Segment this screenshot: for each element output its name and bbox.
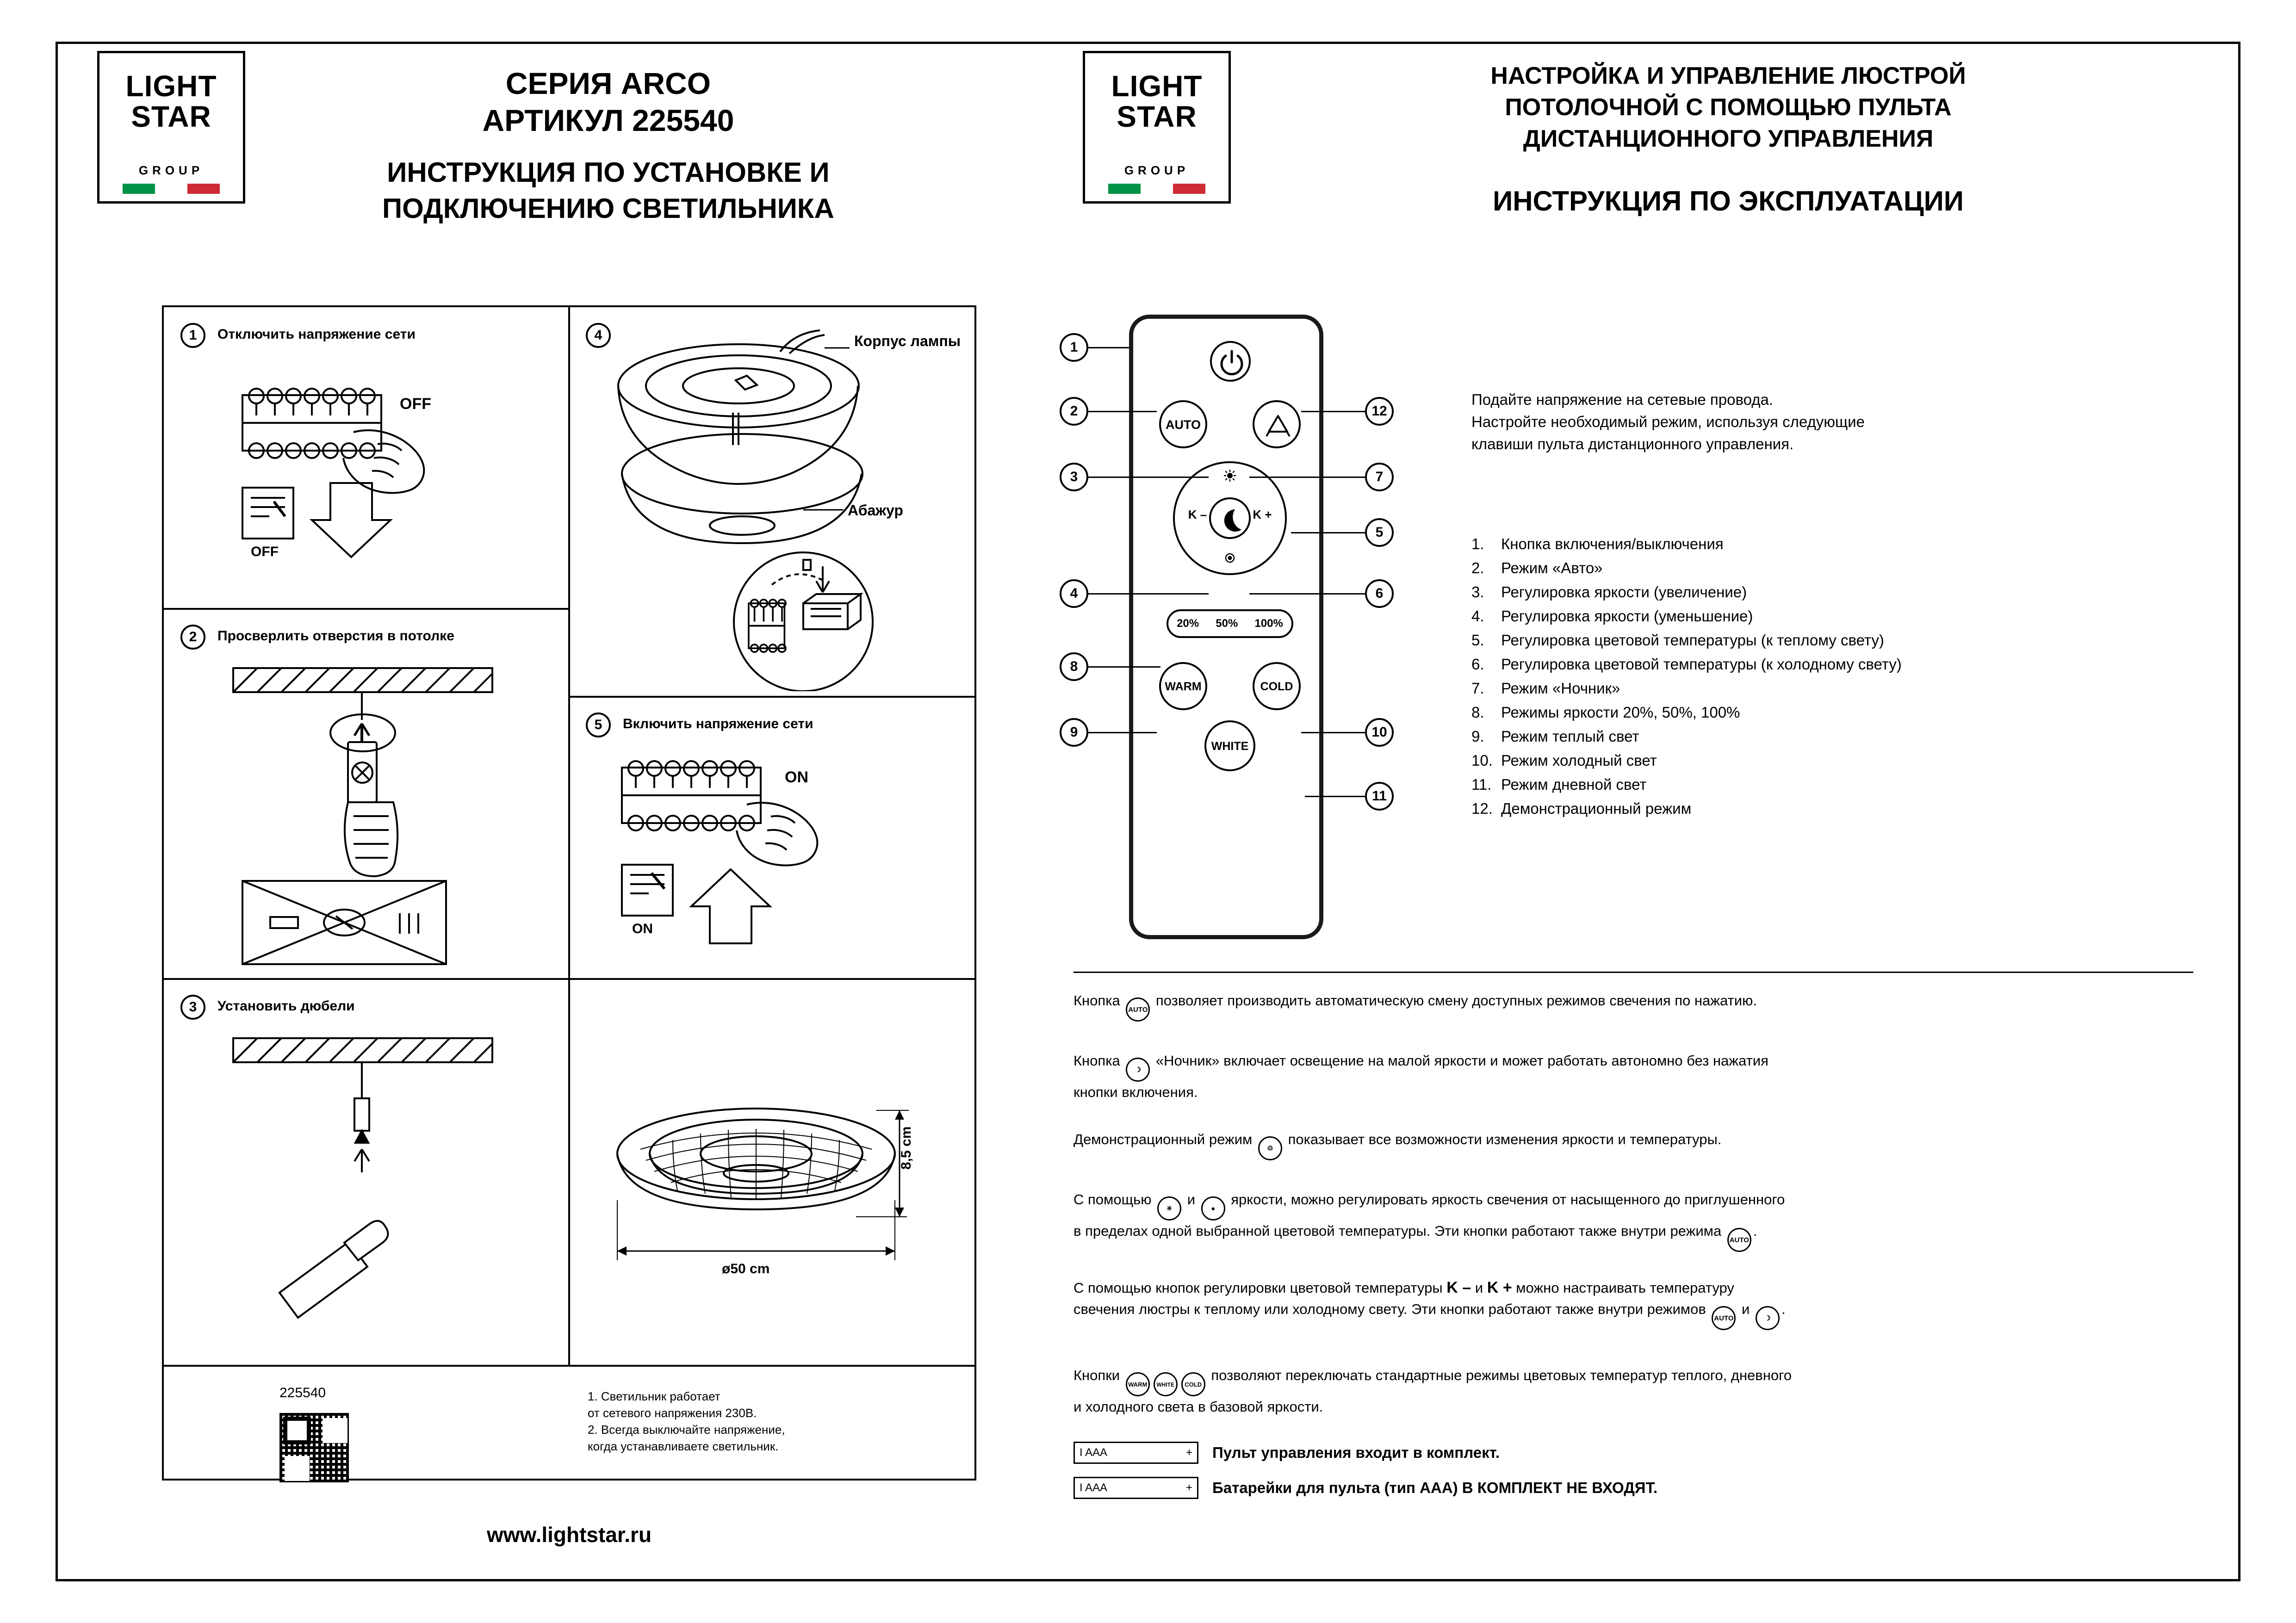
install-title-line-1: ИНСТРУКЦИЯ ПО УСТАНОВКЕ И [387, 157, 830, 188]
intro-line-2: Настройте необходимый режим, используя следующие [1471, 413, 1865, 430]
fn-num: 6. [1471, 656, 1484, 673]
on-label: ON [785, 768, 808, 786]
para-presets-a: Кнопки [1074, 1367, 1124, 1383]
callout-12: 12 [1365, 397, 1394, 426]
brightness-up-icon [1224, 470, 1236, 482]
installation-steps-grid [162, 305, 976, 1481]
inline-auto-button: AUTO [1126, 997, 1150, 1022]
step-3-illustration [215, 1034, 539, 1339]
fn-text: Регулировка яркости (увеличение) [1501, 583, 1747, 601]
fn-num: 4. [1471, 607, 1484, 625]
battery-minus-label-2: I AAA [1080, 1481, 1108, 1494]
step-2-number: 2 [180, 625, 205, 650]
remote-demo-button[interactable] [1253, 400, 1301, 448]
para-temp-line2-b: . [1781, 1301, 1786, 1317]
fn-text: Режим «Авто» [1501, 559, 1603, 576]
logo-line-1: LIGHT [125, 69, 217, 103]
battery-note-2: Батарейки для пульта (тип ААА) В КОМПЛЕКТ НЕ ВХОДЯТ. [1212, 1479, 1658, 1496]
para-bright-line2-a: в пределах одной выбранной цветовой температуры. Эти кнопки работают также внутри режима [1074, 1223, 1725, 1239]
inline-moon-icon: ☽ [1126, 1058, 1150, 1082]
fn-text: Режим холодный свет [1501, 752, 1657, 769]
install-title-line-2: ПОДКЛЮЧЕНИЮ СВЕТИЛЬНИКА [382, 193, 834, 224]
step-1-number: 1 [180, 323, 205, 348]
step-2-illustration [215, 663, 539, 969]
inline-auto-button-2: AUTO [1727, 1228, 1751, 1252]
remote-k-plus-button[interactable]: K + [1253, 508, 1272, 521]
article-title: АРТИКУЛ 225540 [482, 103, 734, 137]
logo-lightstar-right [1083, 51, 1231, 204]
para-night-a: Кнопка [1074, 1053, 1124, 1069]
remote-control-body [1129, 315, 1323, 939]
callout-5: 5 [1365, 518, 1394, 547]
paragraph-brightness [1074, 1189, 2193, 1252]
fn-text: Регулировка яркости (уменьшение) [1501, 607, 1753, 625]
right-subtitle: ИНСТРУКЦИЯ ПО ЭКСПЛУАТАЦИИ [1493, 186, 1964, 217]
step-3-number: 3 [180, 995, 205, 1020]
grid-column-divider [568, 307, 570, 1365]
fn-text: Режим теплый свет [1501, 728, 1639, 745]
para-bright-mid: и [1183, 1191, 1199, 1208]
battery-note-1: Пульт управления входит в комплект. [1212, 1444, 1500, 1461]
callout-4: 4 [1060, 579, 1088, 608]
right-section-divider [1074, 972, 2193, 973]
inline-brightness-up-icon: ☀ [1157, 1196, 1181, 1220]
fn-text: Режим «Ночник» [1501, 680, 1620, 697]
fn-num: 3. [1471, 583, 1484, 601]
logo-wordmark-right [1085, 71, 1229, 132]
callout-10: 10 [1365, 718, 1394, 747]
fn-num: 9. [1471, 728, 1484, 745]
step-2-label: Просверлить отверстия в потолке [217, 628, 454, 644]
para-presets-line-2: и холодного света в базовой яркости. [1074, 1399, 1323, 1415]
list-item [1471, 628, 2193, 652]
fn-num: 7. [1471, 680, 1484, 697]
callout-9: 9 [1060, 718, 1088, 747]
shade-label: Абажур [848, 502, 903, 519]
remote-auto-button[interactable]: AUTO [1159, 400, 1207, 448]
brightness-down-icon [1225, 553, 1235, 563]
callout-lead-12 [1301, 411, 1366, 412]
on-box-label: ON [632, 921, 653, 936]
para-temp-line2-a: свечения люстры к теплому или холодному свету. Эти кнопки работают также внутри режимов [1074, 1301, 1710, 1317]
off-label: OFF [400, 395, 431, 413]
footer-notes [588, 1388, 958, 1455]
fn-text: Демонстрационный режим [1501, 800, 1692, 817]
operation-intro [1471, 389, 2193, 455]
callout-lead-3 [1088, 477, 1209, 478]
callout-lead-1 [1088, 347, 1129, 348]
right-title [1268, 60, 2189, 155]
fn-text: Кнопка включения/выключения [1501, 535, 1724, 552]
step-5-number: 5 [586, 712, 611, 737]
para-auto-b: позволяет производить автоматическую смену доступных режимов свечения по нажатию. [1152, 992, 1757, 1009]
list-item [1471, 604, 2193, 628]
preset-50-label[interactable]: 50% [1216, 617, 1238, 630]
paragraph-temperature [1074, 1277, 2193, 1330]
remote-white-button[interactable]: WHITE [1204, 720, 1255, 771]
list-item [1471, 532, 2193, 556]
function-list [1471, 532, 2193, 821]
para-bright-line2-b: . [1753, 1223, 1757, 1239]
callout-3: 3 [1060, 463, 1088, 491]
lamp-body-label: Корпус лампы [854, 333, 961, 349]
callout-lead-11 [1305, 796, 1366, 797]
note-line-1: 1. Светильник работает [588, 1389, 720, 1403]
intro-line-1: Подайте напряжение на сетевые провода. [1471, 391, 1774, 408]
fn-text: Регулировка цветовой температуры (к холодному свету) [1501, 656, 1902, 673]
off-box-label: OFF [251, 544, 279, 559]
grid-divider-left-2 [164, 978, 568, 980]
fn-text: Режимы яркости 20%, 50%, 100% [1501, 704, 1740, 721]
website-url[interactable]: www.lightstar.ru [486, 1523, 652, 1547]
list-item [1471, 725, 2193, 749]
right-title-line-3: ДИСТАНЦИОННОГО УПРАВЛЕНИЯ [1523, 125, 1934, 152]
grid-divider-right-1 [568, 696, 974, 698]
step-1-illustration [215, 363, 539, 599]
remote-night-button[interactable] [1209, 497, 1251, 539]
logo-lightstar-left [97, 51, 245, 204]
para-bright-a: С помощью [1074, 1191, 1156, 1208]
grid-divider-bottom [164, 1365, 974, 1367]
list-item [1471, 749, 2193, 773]
logo-line-2: STAR [131, 100, 211, 133]
para-bright-b: яркости, можно регулировать яркость свечения от насыщенного до приглушенного [1227, 1191, 1785, 1208]
para-presets-b: позволяют переключать стандартные режимы цветовых температур теплого, дневного [1207, 1367, 1792, 1383]
para-demo-b: показывает все возможности изменения яркости и температуры. [1284, 1131, 1722, 1147]
step-5-label: Включить напряжение сети [623, 716, 813, 731]
grid-divider-right-2 [568, 978, 974, 980]
callout-lead-6 [1249, 593, 1366, 595]
height-dimension-label: 8,5 cm [899, 1126, 914, 1170]
para-temp-mid: и [1471, 1280, 1487, 1296]
inline-white-button: WHITE [1154, 1372, 1178, 1396]
inline-moon-icon-2: ☽ [1756, 1306, 1780, 1330]
list-item [1471, 556, 2193, 580]
power-icon [1212, 343, 1252, 383]
list-item [1471, 676, 2193, 700]
para-auto-a: Кнопка [1074, 992, 1124, 1009]
inline-k-plus: K + [1487, 1279, 1512, 1296]
callout-1: 1 [1060, 333, 1088, 362]
preset-100-label[interactable]: 100% [1254, 617, 1283, 630]
product-dimensions-illustration [580, 1001, 969, 1353]
callout-lead-5 [1291, 532, 1366, 533]
callout-6: 6 [1365, 579, 1394, 608]
fn-num: 10. [1471, 752, 1493, 769]
step-1-label: Отключить напряжение сети [217, 327, 416, 342]
paragraph-night [1074, 1050, 2193, 1103]
right-title-line-2: ПОТОЛОЧНОЙ С ПОМОЩЬЮ ПУЛЬТА [1505, 94, 1952, 121]
callout-lead-7 [1249, 477, 1366, 478]
right-title-line-1: НАСТРОЙКА И УПРАВЛЕНИЕ ЛЮСТРОЙ [1490, 62, 1966, 89]
grid-divider-left-1 [164, 608, 568, 610]
moon-icon [1211, 499, 1252, 540]
list-item [1471, 580, 2193, 604]
italy-flag-icon-right [1108, 184, 1205, 194]
battery-plus-label-2: + [1185, 1481, 1192, 1494]
logo-group-word-right: GROUP [1124, 163, 1190, 177]
callout-2: 2 [1060, 397, 1088, 426]
paragraph-auto [1074, 990, 2193, 1022]
step-4-number: 4 [586, 323, 611, 348]
italy-flag-icon [123, 184, 220, 194]
intro-line-3: клавиши пульта дистанционного управления. [1471, 435, 1794, 452]
remote-cold-button[interactable]: COLD [1253, 662, 1301, 710]
remote-brightness-presets[interactable] [1167, 609, 1293, 638]
para-bright-line-2 [1074, 1220, 2193, 1252]
step-3-label: Установить дюбели [217, 998, 355, 1014]
battery-minus-label: I AAA [1080, 1446, 1108, 1459]
para-demo-a: Демонстрационный режим [1074, 1131, 1256, 1147]
remote-brightness-down-button[interactable] [1225, 553, 1235, 563]
step-5-illustration [594, 749, 960, 966]
paragraph-presets [1074, 1365, 2193, 1418]
inline-brightness-down-icon: ● [1201, 1196, 1225, 1220]
remote-k-minus-button[interactable]: K – [1188, 508, 1207, 521]
callout-lead-9 [1088, 732, 1157, 733]
fn-num: 2. [1471, 559, 1484, 576]
callout-lead-8 [1088, 666, 1160, 668]
diameter-dimension-label: ø50 cm [722, 1261, 770, 1276]
callout-8: 8 [1060, 652, 1088, 681]
callout-11: 11 [1365, 782, 1394, 811]
callout-lead-10 [1301, 732, 1366, 733]
callout-lead-2 [1088, 411, 1157, 412]
callout-lead-4 [1088, 593, 1209, 595]
qr-code [279, 1413, 349, 1482]
note-line-4: когда устанавливаете светильник. [588, 1439, 779, 1453]
list-item [1471, 700, 2193, 725]
remote-warm-button[interactable]: WARM [1159, 662, 1207, 710]
inline-k-minus: K – [1446, 1279, 1471, 1296]
note-line-2: от сетевого напряжения 230В. [588, 1406, 757, 1420]
sku-number: 225540 [279, 1385, 326, 1400]
list-item [1471, 773, 2193, 797]
series-title: СЕРИЯ ARCO [505, 66, 711, 100]
para-temp-b: можно настраивать температуру [1512, 1280, 1734, 1296]
preset-20-label[interactable]: 20% [1177, 617, 1199, 630]
inline-auto-button-3: AUTO [1712, 1306, 1736, 1330]
para-night-line-2: кнопки включения. [1074, 1084, 1198, 1100]
list-item [1471, 652, 2193, 676]
logo-line-1-right: LIGHT [1111, 69, 1203, 103]
step-4-illustration [586, 326, 965, 691]
battery-icon-2 [1074, 1477, 1198, 1499]
note-line-3: 2. Всегда выключайте напряжение, [588, 1423, 785, 1437]
logo-wordmark [99, 71, 243, 132]
demo-icon [1254, 402, 1302, 449]
fn-text: Регулировка цветовой температуры (к теплому свету) [1501, 632, 1884, 649]
fn-num: 1. [1471, 535, 1484, 552]
para-night-b: «Ночник» включает освещение на малой яркости и может работать автономно без нажатия [1152, 1053, 1769, 1069]
remote-brightness-up-button[interactable] [1224, 470, 1236, 482]
list-item [1471, 797, 2193, 821]
fn-text: Режим дневной свет [1501, 776, 1647, 793]
left-column-header [97, 51, 972, 227]
para-temp-line-2 [1074, 1299, 2193, 1330]
callout-7: 7 [1365, 463, 1394, 491]
logo-line-2-right: STAR [1117, 100, 1197, 133]
paragraph-demo [1074, 1129, 2193, 1160]
para-temp-a: С помощью кнопок регулировки цветовой температуры [1074, 1280, 1447, 1296]
inline-warm-button: WARM [1126, 1372, 1150, 1396]
fn-num: 12. [1471, 800, 1493, 817]
inline-cold-button: COLD [1181, 1372, 1205, 1396]
logo-group-word: GROUP [138, 163, 204, 177]
fn-num: 5. [1471, 632, 1484, 649]
battery-plus-label: + [1185, 1446, 1192, 1459]
left-title-block [275, 51, 941, 227]
fn-num: 11. [1471, 776, 1492, 793]
fn-num: 8. [1471, 704, 1484, 721]
battery-icon-1 [1074, 1442, 1198, 1464]
remote-power-button[interactable] [1210, 341, 1251, 382]
inline-demo-icon: ♲ [1258, 1136, 1282, 1160]
para-temp-line2-mid: и [1738, 1301, 1754, 1317]
